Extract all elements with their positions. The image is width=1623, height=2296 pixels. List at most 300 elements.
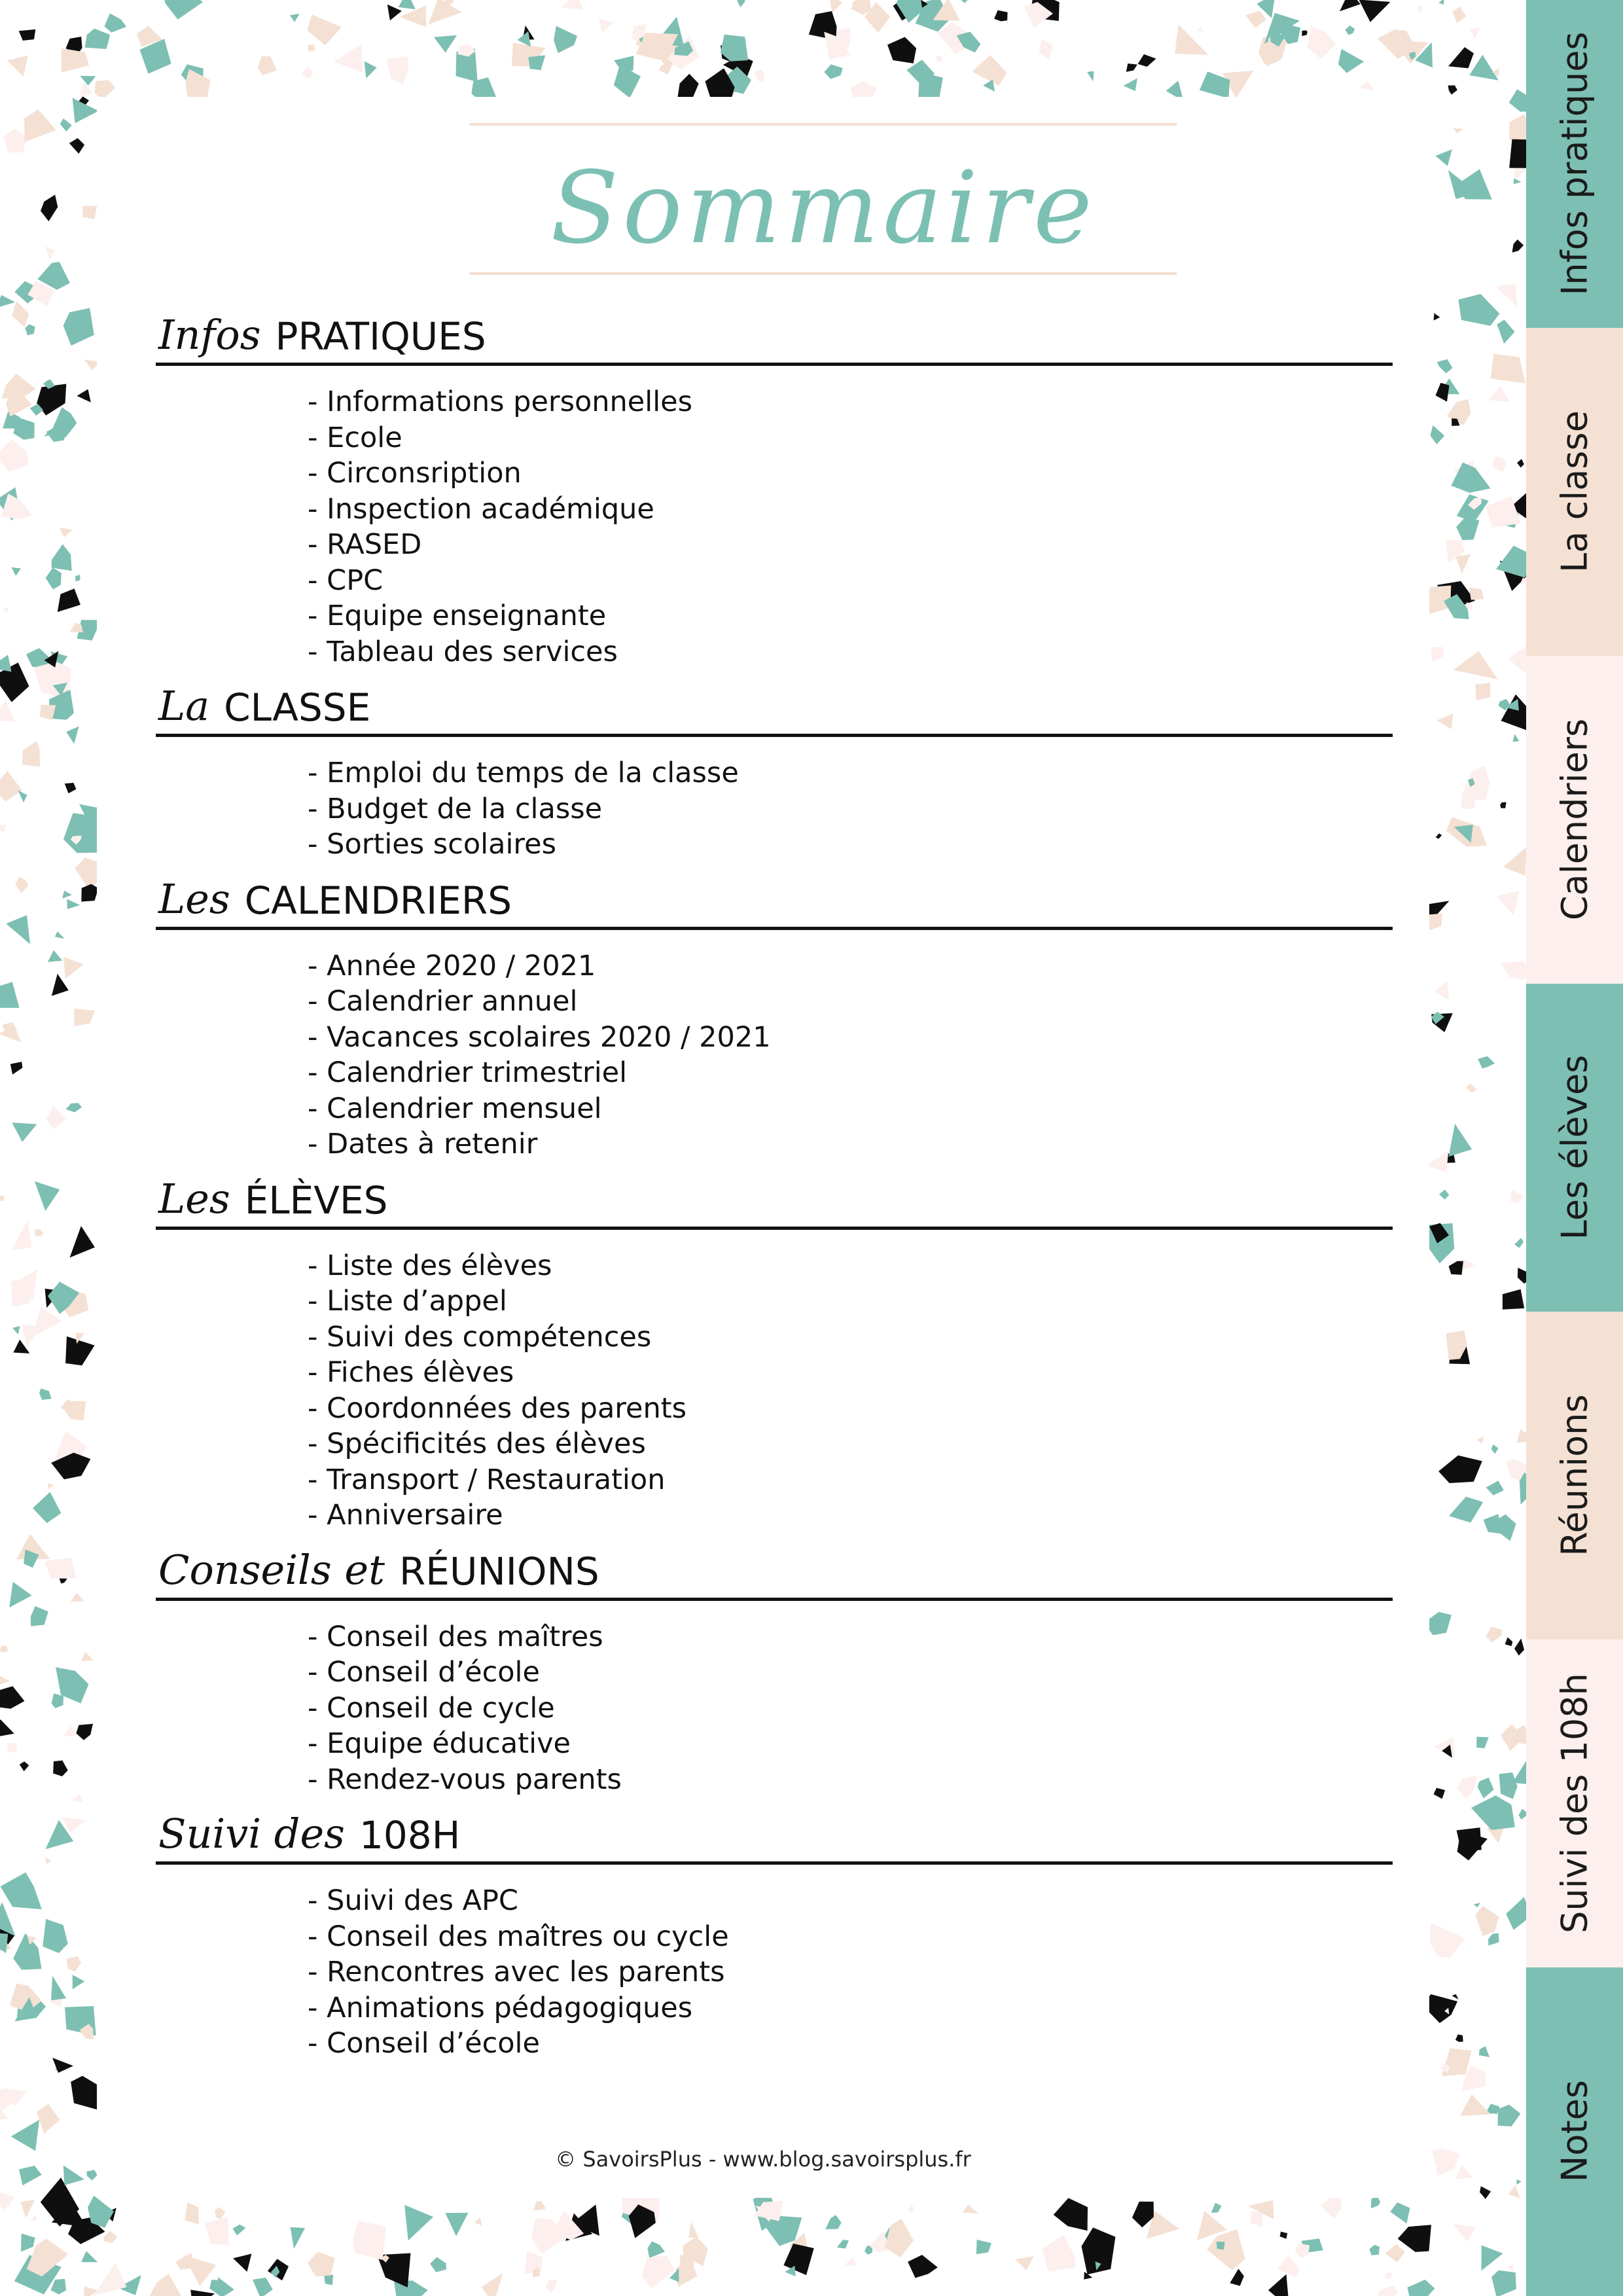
terrazzo-chip	[48, 1483, 54, 1489]
terrazzo-chip	[233, 2225, 246, 2236]
terrazzo-chip	[1407, 2280, 1435, 2296]
terrazzo-chip	[1461, 766, 1489, 800]
terrazzo-chip	[291, 2227, 305, 2249]
terrazzo-chip	[65, 783, 77, 793]
section-heading-lead: Les	[158, 1174, 230, 1223]
terrazzo-chip	[1448, 47, 1474, 68]
terrazzo-chip	[82, 206, 97, 219]
list-item: - Conseil d’école	[308, 1656, 540, 1689]
terrazzo-chip	[647, 2241, 665, 2258]
terrazzo-chip	[1456, 517, 1479, 540]
section-heading-main: CALENDRIERS	[244, 878, 512, 923]
terrazzo-chip	[45, 1857, 52, 1864]
terrazzo-chip	[71, 1593, 84, 1602]
terrazzo-chip	[74, 1009, 95, 1026]
terrazzo-chip	[290, 14, 300, 22]
terrazzo-chip	[7, 1743, 18, 1753]
terrazzo-chip	[0, 771, 22, 802]
terrazzo-chip	[1418, 5, 1423, 12]
list-item: - Rendez-vous parents	[308, 1763, 622, 1796]
terrazzo-chip	[1495, 283, 1517, 306]
terrazzo-chip	[1497, 891, 1520, 916]
section-item-list	[156, 755, 1393, 863]
terrazzo-chip	[1398, 2225, 1431, 2252]
terrazzo-chip	[1455, 2165, 1473, 2179]
tab-label: Les élèves	[1554, 1054, 1596, 1240]
terrazzo-chip	[33, 1492, 62, 1523]
list-item: - Calendrier trimestriel	[308, 1056, 628, 1089]
tab-calendriers[interactable]	[1526, 656, 1623, 984]
list-item: - Calendrier annuel	[308, 985, 578, 1018]
terrazzo-chip	[105, 14, 127, 33]
terrazzo-chip	[1471, 1795, 1515, 1830]
terrazzo-chip	[1268, 2274, 1289, 2296]
tab-reunions[interactable]	[1526, 1312, 1623, 1640]
section-heading	[156, 313, 1393, 366]
terrazzo-chip	[22, 1324, 41, 1346]
terrazzo-chip	[88, 2196, 114, 2228]
terrazzo-chip	[918, 72, 943, 99]
terrazzo-chip	[21, 2234, 35, 2252]
terrazzo-chip	[1501, 961, 1526, 980]
terrazzo-chip	[1491, 1444, 1499, 1454]
section-heading-lead: Infos	[158, 311, 261, 359]
terrazzo-chip	[1435, 981, 1450, 1000]
terrazzo-chip	[104, 2231, 118, 2244]
terrazzo-chip	[1491, 354, 1525, 384]
terrazzo-chip	[994, 10, 1008, 22]
terrazzo-chip	[52, 544, 72, 571]
terrazzo-chip	[908, 2255, 938, 2278]
table-of-contents	[156, 313, 1393, 2076]
terrazzo-chip	[46, 1105, 66, 1129]
terrazzo-chip	[26, 324, 35, 335]
terrazzo-chip	[1132, 2202, 1154, 2228]
terrazzo-chip	[11, 567, 21, 576]
tab-la-classe[interactable]	[1526, 328, 1623, 656]
terrazzo-chip	[58, 588, 80, 612]
terrazzo-chip	[1437, 359, 1453, 374]
terrazzo-chip	[0, 700, 15, 722]
terrazzo-chip	[1500, 802, 1507, 808]
terrazzo-chip	[1054, 2198, 1088, 2231]
terrazzo-chip	[1499, 1772, 1518, 1799]
section-heading	[156, 1812, 1393, 1865]
terrazzo-chip	[445, 2213, 468, 2236]
section-infos-pratiques	[156, 313, 1393, 670]
list-item: - Conseil des maîtres	[308, 1620, 603, 1653]
terrazzo-chip	[561, 0, 583, 10]
terrazzo-chip	[0, 1026, 22, 1043]
terrazzo-chip	[1435, 149, 1452, 166]
terrazzo-chip	[598, 19, 615, 32]
terrazzo-chip	[81, 1652, 94, 1661]
terrazzo-chip	[1390, 2202, 1410, 2223]
tab-suivi-108h[interactable]	[1526, 1640, 1623, 1967]
terrazzo-chip	[51, 1976, 66, 2000]
list-item: - Anniversaire	[308, 1499, 503, 1532]
terrazzo-chip	[1385, 2244, 1405, 2263]
terrazzo-chip	[1453, 128, 1463, 134]
list-item: - Conseil d’école	[308, 2027, 540, 2060]
terrazzo-chip	[55, 931, 65, 939]
terrazzo-chip	[0, 1719, 14, 1737]
terrazzo-chip	[35, 1229, 43, 1236]
section-heading-main: CLASSE	[224, 685, 371, 730]
terrazzo-chip	[48, 950, 63, 962]
terrazzo-chip	[837, 2240, 849, 2248]
terrazzo-chip	[1493, 456, 1507, 473]
terrazzo-chip	[1449, 1124, 1472, 1157]
terrazzo-chip	[11, 2120, 39, 2151]
terrazzo-chip	[1433, 2149, 1460, 2176]
terrazzo-chip	[1488, 387, 1510, 402]
terrazzo-chip	[825, 2215, 842, 2229]
tab-notes[interactable]	[1526, 1967, 1623, 2296]
section-calendriers	[156, 874, 1393, 1162]
terrazzo-chip	[1509, 89, 1526, 111]
terrazzo-chip	[12, 1221, 32, 1251]
terrazzo-chip	[1448, 85, 1457, 94]
title-rule-bottom	[470, 272, 1177, 275]
terrazzo-chip	[1449, 1497, 1483, 1523]
terrazzo-chip	[233, 2253, 251, 2272]
terrazzo-chip	[829, 0, 842, 12]
terrazzo-chip	[1486, 1480, 1504, 1495]
terrazzo-chip	[66, 1103, 82, 1112]
terrazzo-chip	[1455, 554, 1471, 574]
terrazzo-chip	[1346, 26, 1355, 35]
terrazzo-chip	[1509, 139, 1526, 168]
section-item-list	[156, 1248, 1393, 1534]
terrazzo-chip	[1467, 1083, 1476, 1093]
terrazzo-chip	[161, 0, 203, 20]
terrazzo-chip	[1517, 459, 1524, 467]
terrazzo-chip	[31, 1606, 48, 1626]
terrazzo-chip	[429, 0, 462, 24]
terrazzo-chip	[0, 982, 20, 1008]
list-item: - Conseil de cycle	[308, 1691, 555, 1725]
terrazzo-chip	[1514, 1638, 1524, 1655]
list-item: - Equipe enseignante	[308, 600, 607, 632]
terrazzo-chip	[1449, 1261, 1463, 1275]
terrazzo-chip	[76, 1724, 93, 1740]
terrazzo-chip	[353, 2221, 386, 2260]
terrazzo-chip	[1503, 847, 1526, 876]
terrazzo-chip	[19, 2166, 42, 2185]
list-item: - Vacances scolaires 2020 / 2021	[308, 1020, 771, 1054]
terrazzo-chip	[972, 55, 1007, 86]
terrazzo-chip	[307, 14, 342, 45]
list-item: - Dates à retenir	[308, 1128, 538, 1160]
terrazzo-chip	[887, 37, 916, 63]
terrazzo-chip	[1498, 2105, 1521, 2126]
terrazzo-chip	[72, 1795, 82, 1803]
terrazzo-chip	[45, 1558, 76, 1579]
terrazzo-chip	[614, 65, 641, 98]
terrazzo-chip	[20, 2200, 35, 2218]
list-item: - Budget de la classe	[308, 792, 603, 825]
tab-label: Calendriers	[1554, 718, 1596, 921]
terrazzo-chip	[885, 2219, 914, 2257]
terrazzo-chip	[73, 1975, 85, 1989]
section-eleves	[156, 1174, 1393, 1534]
terrazzo-chip	[51, 2279, 67, 2295]
terrazzo-chip	[1369, 2245, 1380, 2255]
terrazzo-chip	[1452, 1994, 1459, 2000]
terrazzo-chip	[258, 56, 277, 75]
list-item: - Informations personnelles	[308, 386, 693, 418]
terrazzo-chip	[1431, 647, 1443, 662]
terrazzo-chip	[1469, 588, 1484, 600]
terrazzo-chip	[1385, 2272, 1393, 2279]
tab-les-eleves[interactable]	[1526, 984, 1623, 1312]
terrazzo-chip	[10, 1062, 23, 1075]
list-item: - Fiches élèves	[308, 1356, 514, 1389]
terrazzo-chip	[63, 957, 84, 979]
terrazzo-chip	[1124, 78, 1137, 91]
terrazzo-chip	[1434, 313, 1440, 320]
terrazzo-chip	[12, 1326, 20, 1335]
terrazzo-chip	[80, 76, 96, 86]
terrazzo-chip	[1476, 1737, 1489, 1749]
terrazzo-chip	[45, 247, 55, 260]
terrazzo-chip	[1508, 2265, 1514, 2272]
list-item: - RASED	[308, 528, 422, 561]
terrazzo-chip	[1459, 294, 1500, 326]
terrazzo-chip	[737, 0, 745, 7]
terrazzo-chip	[1251, 2212, 1263, 2227]
terrazzo-chip	[1517, 1429, 1526, 1443]
terrazzo-chip	[81, 2251, 98, 2262]
terrazzo-chip	[70, 1226, 95, 1257]
terrazzo-chip	[1518, 1268, 1526, 1283]
terrazzo-chip	[1436, 833, 1442, 839]
terrazzo-chip	[908, 2204, 914, 2213]
terrazzo-chip	[1437, 713, 1454, 729]
list-item: - Spécificités des élèves	[308, 1427, 646, 1460]
section-heading	[156, 874, 1393, 930]
terrazzo-chip	[1506, 1897, 1526, 1930]
terrazzo-chip	[1280, 2232, 1288, 2239]
terrazzo-chip	[60, 528, 73, 537]
terrazzo-chip	[302, 67, 313, 79]
terrazzo-chip	[474, 2217, 482, 2226]
terrazzo-chip	[1457, 1776, 1476, 1799]
terrazzo-chip	[1230, 2269, 1244, 2286]
terrazzo-chip	[1508, 2185, 1520, 2198]
terrazzo-chip	[976, 2240, 991, 2254]
terrazzo-chip	[9, 1582, 31, 1607]
terrazzo-chip	[86, 2170, 98, 2180]
terrazzo-chip	[1503, 1289, 1524, 1310]
terrazzo-chip	[1469, 55, 1499, 81]
list-item: - Suivi des APC	[308, 1884, 518, 1917]
terrazzo-chip	[0, 655, 12, 672]
list-item: - Calendrier mensuel	[308, 1092, 602, 1125]
tab-label: Suivi des 108h	[1554, 1673, 1596, 1933]
terrazzo-chip	[1474, 1903, 1480, 1907]
terrazzo-chip	[528, 55, 545, 70]
terrazzo-chip	[1439, 1190, 1449, 1200]
terrazzo-chip	[1460, 2094, 1491, 2116]
list-item: - Suivi des compétences	[308, 1320, 652, 1354]
terrazzo-chip	[1452, 7, 1466, 24]
tab-infos-pratiques[interactable]	[1526, 0, 1623, 328]
terrazzo-chip	[1438, 0, 1444, 5]
terrazzo-chip	[1338, 49, 1364, 73]
terrazzo-chip	[963, 2204, 978, 2214]
list-item: - Equipe éducative	[308, 1727, 571, 1760]
terrazzo-chip	[1513, 734, 1520, 742]
terrazzo-chip	[22, 741, 40, 766]
terrazzo-chip	[1510, 1190, 1524, 1204]
terrazzo-chip	[1126, 63, 1137, 72]
terrazzo-chip	[1457, 1831, 1488, 1860]
terrazzo-chip	[1482, 2246, 1503, 2271]
terrazzo-chip	[1475, 683, 1490, 700]
terrazzo-chip	[41, 195, 58, 222]
terrazzo-chip	[37, 2104, 60, 2133]
section-heading-main: RÉUNIONS	[399, 1549, 599, 1594]
terrazzo-chip	[1514, 178, 1522, 184]
terrazzo-chip	[1478, 1056, 1495, 1069]
terrazzo-chip	[94, 2263, 127, 2295]
terrazzo-chip	[4, 128, 27, 152]
terrazzo-chip	[1434, 1738, 1455, 1758]
terrazzo-chip	[62, 48, 89, 73]
terrazzo-chip	[1039, 39, 1053, 60]
terrazzo-chip	[0, 295, 15, 308]
section-tabs	[1526, 0, 1623, 2296]
terrazzo-chip	[308, 45, 315, 52]
terrazzo-chip	[24, 109, 56, 142]
terrazzo-chip	[0, 1686, 24, 1709]
terrazzo-chip	[0, 2192, 14, 2210]
terrazzo-chip	[218, 2277, 234, 2296]
terrazzo-chip	[1426, 1151, 1448, 1172]
section-heading-main: PRATIQUES	[275, 314, 486, 359]
page-title: Sommaire	[550, 150, 1096, 266]
terrazzo-chip	[0, 439, 29, 472]
terrazzo-chip	[1519, 1809, 1526, 1820]
list-item: - Tableau des services	[308, 635, 618, 668]
terrazzo-chip	[1491, 2270, 1516, 2296]
terrazzo-chip	[1197, 27, 1204, 33]
section-heading-main: 108H	[359, 1813, 461, 1857]
terrazzo-chip	[185, 2202, 199, 2225]
terrazzo-chip	[143, 2274, 181, 2296]
terrazzo-chip	[1436, 383, 1450, 402]
terrazzo-chip	[19, 29, 36, 41]
terrazzo-chip	[1477, 1436, 1484, 1444]
terrazzo-chip	[1087, 71, 1094, 81]
list-item: - Année 2020 / 2021	[308, 949, 596, 982]
terrazzo-chip	[680, 2255, 694, 2272]
terrazzo-chip	[1454, 2224, 1476, 2242]
terrazzo-chip	[642, 2255, 675, 2289]
terrazzo-chip	[66, 726, 79, 744]
terrazzo-chip	[67, 899, 80, 909]
terrazzo-chip	[1478, 1778, 1494, 1799]
terrazzo-chip	[1480, 2186, 1491, 2199]
title-rule-top	[470, 123, 1177, 126]
terrazzo-chip	[3, 607, 9, 612]
terrazzo-chip	[1509, 646, 1527, 674]
list-item: - Circonsription	[308, 457, 522, 490]
terrazzo-chip	[365, 61, 377, 78]
terrazzo-chip	[1516, 2179, 1522, 2185]
terrazzo-chip	[1360, 81, 1375, 91]
terrazzo-chip	[75, 575, 80, 582]
tab-label: Réunions	[1554, 1394, 1596, 1556]
terrazzo-chip	[1514, 1238, 1524, 1248]
list-item: - Transport / Restauration	[308, 1463, 666, 1496]
terrazzo-chip	[1505, 1638, 1513, 1647]
terrazzo-chip	[1434, 1788, 1446, 1799]
terrazzo-chip	[434, 35, 457, 53]
terrazzo-chip	[63, 2165, 84, 2185]
terrazzo-chip	[81, 884, 98, 902]
terrazzo-chip	[0, 1645, 8, 1653]
terrazzo-chip	[20, 1761, 29, 1771]
title-block	[470, 110, 1177, 272]
terrazzo-chip	[399, 0, 416, 9]
terrazzo-chip	[43, 1919, 68, 1953]
section-heading-lead: Conseils et	[158, 1545, 385, 1594]
list-item: - Liste des élèves	[308, 1249, 552, 1282]
terrazzo-chip	[1175, 24, 1208, 54]
terrazzo-chip	[554, 26, 577, 53]
terrazzo-chip	[0, 1195, 4, 1201]
terrazzo-chip	[546, 2280, 558, 2293]
terrazzo-chip	[1, 1873, 42, 1909]
terrazzo-chip	[1451, 463, 1490, 493]
terrazzo-chip	[52, 1693, 63, 1708]
terrazzo-chip	[1207, 2229, 1245, 2270]
terrazzo-chip	[1479, 2046, 1489, 2057]
terrazzo-chip	[688, 2222, 698, 2238]
terrazzo-chip	[533, 2201, 546, 2210]
section-la-classe	[156, 684, 1393, 863]
terrazzo-chip	[1512, 240, 1524, 253]
list-item: - Liste d’appel	[308, 1285, 507, 1318]
section-heading-main: ÉLÈVES	[244, 1177, 388, 1223]
terrazzo-chip	[53, 1761, 68, 1776]
terrazzo-chip	[62, 891, 72, 899]
terrazzo-chip	[18, 791, 27, 803]
terrazzo-chip	[0, 1676, 10, 1688]
terrazzo-chip	[1302, 30, 1308, 36]
terrazzo-chip	[824, 64, 842, 79]
terrazzo-chip	[1431, 425, 1445, 444]
terrazzo-chip	[1438, 1456, 1482, 1483]
section-heading-lead: Les	[158, 874, 230, 923]
terrazzo-chip	[1277, 2255, 1299, 2277]
terrazzo-chip	[0, 825, 7, 833]
terrazzo-chip	[1340, 0, 1361, 11]
terrazzo-chip	[481, 2273, 503, 2296]
terrazzo-chip	[79, 82, 92, 97]
section-heading-lead: Suivi des	[158, 1810, 345, 1857]
section-item-list	[156, 384, 1393, 670]
terrazzo-chip	[1359, 0, 1390, 22]
terrazzo-chip	[1486, 496, 1521, 528]
list-item: - CPC	[308, 564, 383, 597]
terrazzo-chip	[334, 45, 363, 73]
terrazzo-chip	[1455, 2034, 1463, 2042]
terrazzo-chip	[65, 1336, 94, 1365]
